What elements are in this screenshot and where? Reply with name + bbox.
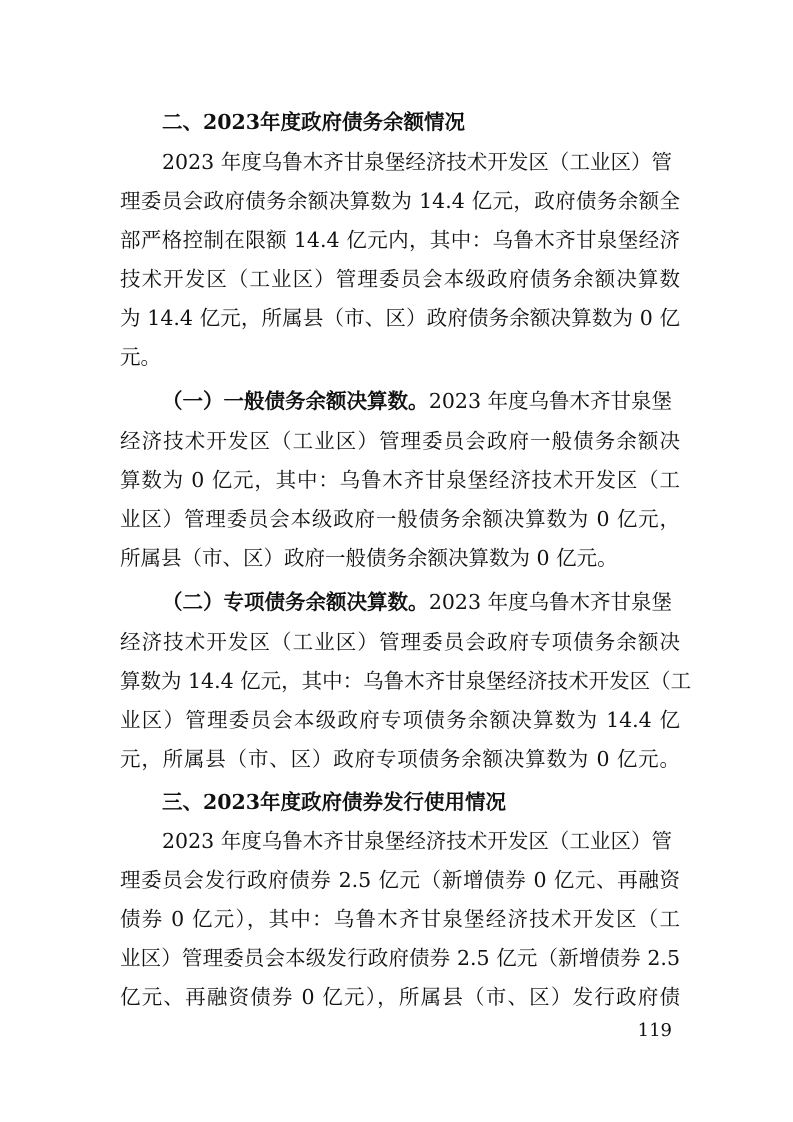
paragraph-line: 所属县（市、区）政府一般债务余额决算数为 0 亿元。 [120,546,618,570]
paragraph-line: 2023 年度乌鲁木齐甘泉堡经济技术开发区（工业区）管 [162,150,672,174]
subsection-title: （二）专项债务余额决算数。 [162,590,429,614]
paragraph-line: 亿元、再融资债券 0 亿元），所属县（市、区）发行政府债 [120,985,680,1009]
paragraph-line: 债券 0 亿元），其中：乌鲁木齐甘泉堡经济技术开发区（工 [120,907,680,931]
paragraph-line: 元。 [120,345,161,369]
page-number: 119 [637,1020,672,1041]
subsection-lead-text: 2023 年度乌鲁木齐甘泉堡 [428,590,672,614]
subsection-first-line [162,588,672,622]
section-heading: 三、2023年度政府债券发行使用情况 [162,790,507,814]
paragraph-line: 算数为 14.4 亿元，其中：乌鲁木齐甘泉堡经济技术开发区（工 [120,669,692,693]
subsection-lead-text: 2023 年度乌鲁木齐甘泉堡 [428,389,672,413]
paragraph-line: 技术开发区（工业区）管理委员会本级政府债务余额决算数 [120,267,680,291]
subsection-first-line [162,387,672,421]
section-heading: 二、2023年度政府债务余额情况 [162,110,466,134]
paragraph-line: 为 14.4 亿元，所属县（市、区）政府债务余额决算数为 0 亿 [120,306,680,330]
paragraph-line: 理委员会政府债务余额决算数为 14.4 亿元，政府债务余额全 [120,189,680,213]
subsection-title: （一）一般债务余额决算数。 [162,389,429,413]
paragraph-line: 算数为 0 亿元，其中：乌鲁木齐甘泉堡经济技术开发区（工 [120,468,680,492]
paragraph-line: 理委员会发行政府债券 2.5 亿元（新增债券 0 亿元、再融资 [120,868,680,892]
paragraph-line: 元，所属县（市、区）政府专项债务余额决算数为 0 亿元。 [120,747,680,771]
paragraph-line: 业区）管理委员会本级政府专项债务余额决算数为 14.4 亿 [120,708,680,732]
paragraph-line: 业区）管理委员会本级发行政府债券 2.5 亿元（新增债券 2.5 [120,946,680,970]
paragraph-line: 业区）管理委员会本级政府一般债务余额决算数为 0 亿元， [120,507,680,531]
paragraph-line: 部严格控制在限额 14.4 亿元内，其中：乌鲁木齐甘泉堡经济 [120,228,680,252]
paragraph-line: 2023 年度乌鲁木齐甘泉堡经济技术开发区（工业区）管 [162,829,672,853]
paragraph-line: 经济技术开发区（工业区）管理委员会政府一般债务余额决 [120,429,680,453]
paragraph-line: 经济技术开发区（工业区）管理委员会政府专项债务余额决 [120,630,680,654]
